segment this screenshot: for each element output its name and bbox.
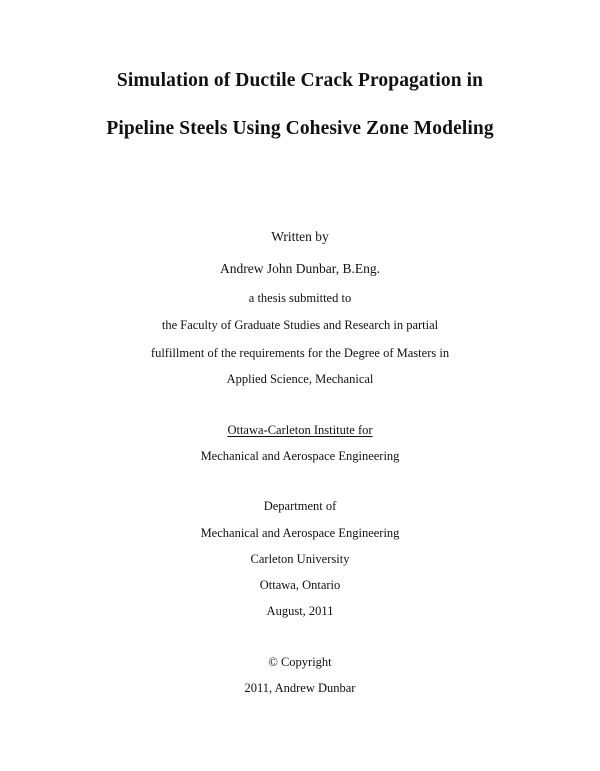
submission-line-2: the Faculty of Graduate Studies and Research in partial [161, 318, 439, 332]
submission-line-4: Applied Science, Mechanical [226, 372, 374, 386]
department-name: Mechanical and Aerospace Engineering [200, 526, 400, 540]
submission-date: August, 2011 [266, 604, 334, 618]
university-name: Carleton University [250, 552, 350, 566]
thesis-title-line-1: Simulation of Ductile Crack Propagation in [116, 70, 484, 91]
copyright-label: © Copyright [268, 655, 332, 669]
institute-name-underlined: Ottawa-Carleton Institute for [227, 423, 373, 437]
copyright-holder: 2011, Andrew Dunbar [244, 681, 356, 695]
department-label: Department of [263, 499, 337, 513]
institute-line-2: Mechanical and Aerospace Engineering [200, 449, 400, 463]
submission-line-3: fulfillment of the requirements for the Degree of Masters in [150, 346, 450, 360]
written-by-label: Written by [271, 229, 329, 244]
author-name: Andrew John Dunbar, B.Eng. [220, 261, 380, 276]
institute-line-1 [0, 423, 600, 438]
thesis-title-line-2: Pipeline Steels Using Cohesive Zone Modeling [106, 118, 494, 139]
university-location: Ottawa, Ontario [259, 578, 341, 592]
submission-line-1: a thesis submitted to [248, 291, 352, 305]
